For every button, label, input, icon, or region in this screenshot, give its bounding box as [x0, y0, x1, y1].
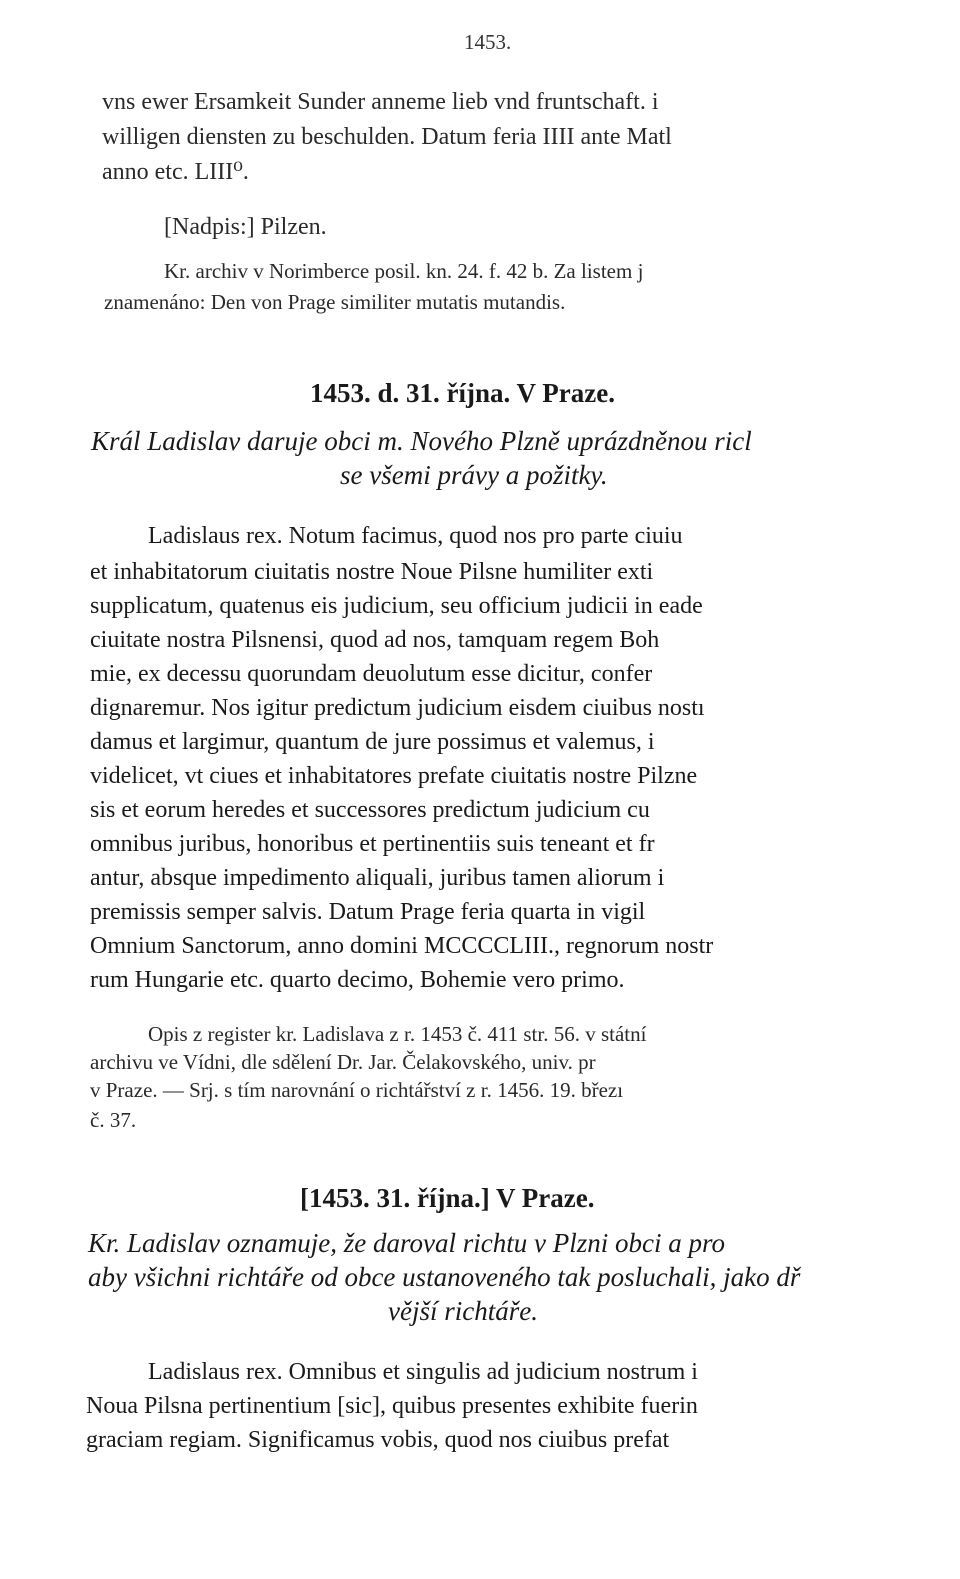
text-line: sis et eorum heredes et successores predictum judicium cu: [90, 797, 650, 823]
regest-line: Kr. Ladislav oznamuje, že daroval richtu v Plzni obci a pro: [88, 1228, 725, 1258]
source-note-line: v Praze. — Srj. s tím narovnání o richtářství z r. 1456. 19. březı: [90, 1078, 624, 1102]
letter-line: willigen diensten zu beschulden. Datum feria IIII ante Matl: [102, 124, 672, 150]
letter-line: anno etc. LIII⁰.: [102, 159, 249, 185]
text-line: Noua Pilsna pertinentium [sic], quibus presentes exhibite fuerin: [86, 1393, 698, 1419]
source-note-line: Opis z register kr. Ladislava z r. 1453 č. 411 str. 56. v státní: [148, 1022, 647, 1046]
text-line: et inhabitatorum ciuitatis nostre Noue Pilsne humiliter exti: [90, 559, 654, 585]
regest-line: se všemi právy a požitky.: [340, 460, 608, 490]
text-line: dignaremur. Nos igitur predictum judicium eisdem ciuibus nostı: [90, 695, 705, 721]
letter-line: vns ewer Ersamkeit Sunder anneme lieb vnd fruntschaft. i: [102, 89, 659, 115]
text-line: Omnium Sanctorum, anno domini MCCCCLIII., regnorum nostr: [90, 933, 714, 959]
text-line: premissis semper salvis. Datum Prage feria quarta in vigil: [90, 899, 646, 925]
text-line: supplicatum, quatenus eis judicium, seu officium judicii in eade: [90, 593, 703, 619]
text-line: mie, ex decessu quorundam deuolutum esse dicitur, confer: [90, 661, 653, 687]
archive-note-line: znamenáno: Den von Prage similiter mutatis mutandis.: [104, 290, 566, 314]
address-line: [Nadpis:] Pilzen.: [164, 214, 327, 240]
text-line: Ladislaus rex. Omnibus et singulis ad judicium nostrum i: [148, 1359, 698, 1385]
source-note-line: archivu ve Vídni, dle sdělení Dr. Jar. Čelakovského, univ. pr: [90, 1050, 596, 1074]
text-line: rum Hungarie etc. quarto decimo, Bohemie vero primo.: [90, 967, 625, 993]
text-line: damus et largimur, quantum de jure possimus et valemus, i: [90, 729, 655, 755]
text-line: ciuitate nostra Pilsnensi, quod ad nos, tamquam regem Boh: [90, 627, 660, 653]
regest-line: aby všichni richtáře od obce ustanoveného tak posluchali, jako dř: [88, 1262, 801, 1292]
text-line: antur, absque impedimento aliquali, juribus tamen aliorum i: [90, 865, 665, 891]
text-line: omnibus juribus, honoribus et pertinentiis suis teneant et fr: [90, 831, 655, 857]
text-line: videlicet, vt ciues et inhabitatores prefate ciuitatis nostre Pilzne: [90, 763, 698, 789]
text-line: Ladislaus rex. Notum facimus, quod nos pro parte ciuiu: [148, 523, 683, 549]
document-heading: 1453. d. 31. října. V Praze.: [310, 378, 615, 408]
regest-line: Král Ladislav daruje obci m. Nového Plzně uprázdněnou ricl: [91, 426, 752, 456]
document-heading: [1453. 31. října.] V Praze.: [300, 1183, 595, 1213]
archive-note-line: Kr. archiv v Norimberce posil. kn. 24. f. 42 b. Za listem j: [164, 259, 644, 283]
source-note-line: č. 37.: [90, 1108, 137, 1132]
regest-line: vější richtáře.: [388, 1296, 538, 1326]
page-number: 1453.: [464, 30, 512, 54]
text-line: graciam regiam. Significamus vobis, quod nos ciuibus prefat: [86, 1427, 670, 1453]
